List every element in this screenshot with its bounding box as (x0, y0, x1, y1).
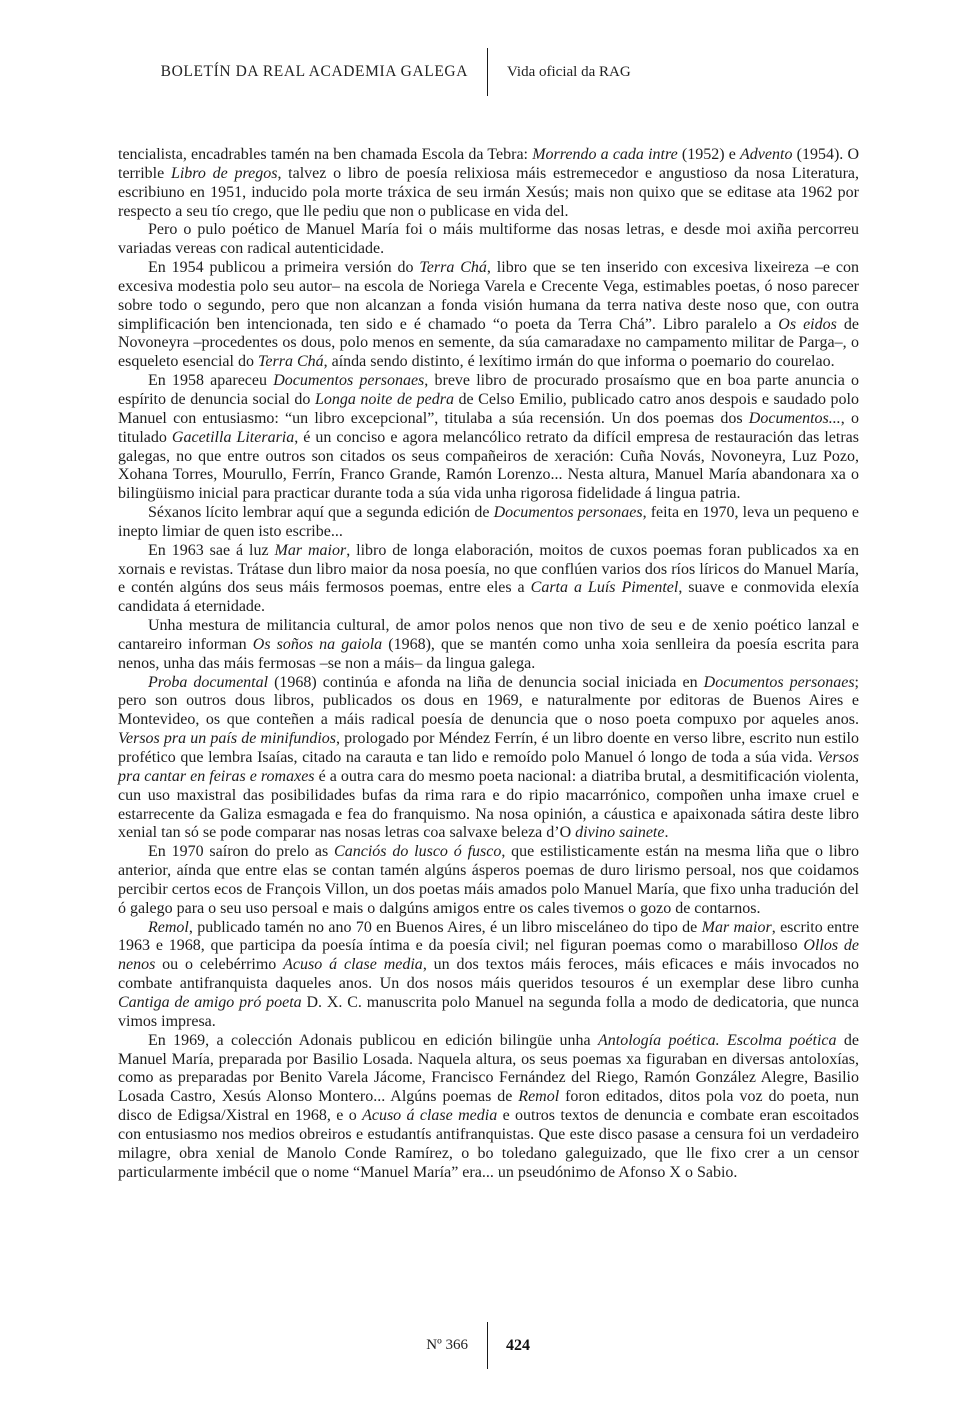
work-title: Advento (740, 146, 793, 163)
work-title: Carta a Luís Pimentel (530, 579, 679, 597)
work-title: Remol (518, 1088, 560, 1106)
text-run: En 1970 saíron do prelo as (148, 843, 335, 861)
text-run: foron editados, ditos pola voz do poeta, nun disco de Edigsa/Xistral en 1968, e o (118, 1088, 859, 1125)
text-run: , libro de longa elaboración, moitos de cuxos poemas foran publicados xa en xornais e revistas. Trátase dun libro maior da nosa poesía, no que conflúen varios dos ríos líricos do Manuel María, e contén algúns dos seus máis fermosos poemas, entre eles a (118, 541, 860, 597)
page-number: 424 (506, 1336, 530, 1354)
work-title: Mar maior (701, 918, 772, 936)
work-title: Proba documental (148, 673, 269, 691)
text-run: , que estilisticamente están na mesma liña que o libro anterior, aínda que entre elas se contan tamén algúns ásperos poemas de duro lirismo persoal, nos que coidamos percibir certos ecos de François Villon, un dos poetas máis amados polo Manuel María, que fixo unha tradución del ó galego para o seu uso persoal e mais o dalgúns amigos entre os cales tivemos o gozo de contarnos. (118, 843, 860, 917)
text-run: de Manuel María, preparada por Basilio Losada. Naquela altura, os seus poemas xa figuraban en diversas antoloxías, como as preparadas por Benito Varela Jácome, Francisco Fernández del Riego, Ramón González Alegre, Basilio Losada Castro, Xesús Alonso Montero... Algúns poemas de (118, 1031, 859, 1106)
paragraph (118, 221, 859, 259)
paragraph (118, 372, 859, 504)
work-title: Documentos personaes (493, 504, 643, 522)
paragraph (118, 843, 859, 918)
text-run: , prologado por Méndez Ferrín, é un libro doente en verso libre, escrito nun estilo profético que lembra Isaías, citado na carauta e tan lido e remoído polo Manuel ó longo de toda a súa vida. (118, 730, 860, 766)
work-title: Remol (148, 918, 189, 936)
text-run: En 1963 sae á luz (148, 541, 275, 559)
work-title: Documentos... (748, 409, 841, 427)
work-title: Versos pra un país de minifundios (118, 730, 336, 748)
issue-number: Nº 366 (426, 1337, 468, 1353)
section-title: Vida oficial da RAG (507, 63, 631, 80)
text-run: , feita en 1970, leva un pequeno e inepto limiar de quen isto escribe... (118, 504, 860, 540)
work-title: Antología poética. Escolma poética (598, 1031, 837, 1049)
work-title: Documentos personaes (703, 673, 855, 691)
text-run: En 1958 apareceu (148, 372, 274, 390)
text-run: é a outra cara do mesmo poeta nacional: a diatriba brutal, a desmitificación violenta, cun uso maxistral das posibilidades bufas da rima rara e do ripio macarrónico, compoñen unha imaxe cruel e estarrecente da Galiza esmagada e fea do franquismo. Na nosa opinión, a cáustica e apaixonada sátira deste libro xenial tan só se pode comparar nas nosas letras coa salvaxe beleza d’O (118, 767, 860, 842)
journal-title: BOLETÍN DA REAL ACADEMIA GALEGA (160, 63, 468, 80)
text-run: Séxanos lícito lembrar aquí que a segunda edición de (148, 504, 494, 522)
paragraph (118, 504, 859, 542)
text-run: Unha mestura de militancia cultural, de amor polos nenos que non tivo de seu e de xenio poético lanzal e cantareiro informan (118, 617, 859, 653)
work-title: Terra Chá (419, 259, 487, 277)
text-run: , talvez o libro de poesía relixiosa máis estremecedor e angustioso da nosa Literatura, escribiuno en 1951, inducido pola morte tráxica de seu irmán Xesús; mais non quixo que se editase ata 1962 por respecto a seu tío crego, que lle pediu que non o publicase en vida del. (118, 164, 860, 220)
work-title: Gacetilla Literaria (171, 428, 295, 446)
work-title: Terra Chá (257, 353, 324, 371)
text-run: ou o celebérrimo (155, 956, 284, 974)
text-run: ; pero son outros dous libros, publicados os dous en 1969, e naturalmente por editoras de Buenos Aires e Montevideo, os que conteñen a máis radical poesía de denuncia que o noso poeta compuxo por aqueles anos. (118, 673, 859, 729)
work-title: Versos pra cantar en feiras e romaxes (118, 749, 859, 785)
work-title: Ollos de nenos (118, 937, 859, 974)
paragraph (118, 1032, 859, 1183)
text-run: Pero o pulo poético de Manuel María foi o máis multiforme das nosas letras, e desde moi axiña percorreu variadas vereas con radical autenticidade. (118, 221, 859, 258)
work-title: Os soños na gaiola (252, 635, 383, 653)
text-run: D. X. C. manuscrita polo Manuel na segunda folla a modo de dedicatoria, que nunca vimos impresa. (118, 993, 860, 1030)
text-run: , breve libro de procurado prosaísmo que en boa parte anuncia o espírito de denuncia social do (118, 372, 860, 408)
text-run: (1968), que se mantén como unha xoia senlleira da poesía escrita para nenos, unha das máis fermosas –se non a máis– da lingua galega. (118, 635, 860, 672)
work-title: Cantiga de amigo pró poeta (118, 993, 302, 1011)
work-title: Acuso á clase media (362, 1107, 498, 1125)
text-run: . (664, 824, 669, 842)
paragraph (118, 617, 859, 674)
text-run: , o titulado (118, 409, 859, 446)
text-run: (1952) e (677, 146, 741, 163)
text-run: tencialista, encadrables tamén na ben chamada Escola da Tebra: (118, 146, 533, 163)
work-title: Canciós do lusco ó fusco (334, 843, 502, 861)
text-run: , suave e conmovida elexía candidata á eternidade. (118, 579, 860, 616)
work-title: Morrendo a cada intre (532, 146, 678, 163)
paragraph (118, 542, 859, 617)
page-footer (0, 1322, 975, 1369)
paragraph (118, 919, 859, 1032)
text-run: , escrito entre 1963 e 1968, que participa da poesía íntima e da poesía civil; nel figuran poemas como o marabilloso (118, 918, 860, 955)
work-title: Os eidos (778, 315, 837, 333)
body-text (118, 146, 859, 1182)
text-run: (1954). O terrible (118, 146, 860, 182)
work-title: Mar maior (274, 541, 347, 559)
paragraph (118, 674, 859, 844)
work-title: divino sainete (575, 824, 665, 842)
page-header (0, 48, 975, 96)
text-run: , aínda sendo distinto, é lexítimo irmán do que informa o poemario do courelao. (323, 353, 835, 371)
text-run: En 1969, a colección Adonais publicou en edición bilingüe unha (148, 1031, 599, 1049)
text-run: de Novoneyra –procedentes os dous, polo menos en semente, da súa camaradaxe no campamento militar de Parga–, o esqueleto esencial do (118, 315, 859, 371)
paragraph (118, 146, 859, 221)
work-title: Longa noite de pedra (314, 390, 454, 408)
text-run: En 1954 publicou a primeira versión do (148, 259, 420, 277)
text-run: , libro que se ten inserido con excesiva lixeireza –e con excesiva modestia polo seu autor– na escola de Noriega Varela e Crecente Vega, estimables poetas, ó noso parecer sobre todo o segundo, pero que non alcanzan a fonda visión humana da terra nativa deste noso que, con outra simplificación ben intencionada, ten sido e é chamado “o poeta da Terra Chá”. Libro paralelo a (118, 259, 859, 333)
work-title: Acuso á clase media (283, 956, 423, 974)
work-title: Documentos personaes (273, 372, 425, 390)
text-run: (1968) continúa e afonda na liña de denuncia social iniciada en (268, 673, 704, 691)
paragraph (118, 259, 859, 372)
text-run: de Celso Emilio, publicado catro anos despois e saudado polo Manuel con entusiasmo: “un libro excepcional”, titulaba a súa recensión. Un dos poemas dos (118, 390, 859, 427)
text-run: , é un conciso e agora melancólico retrato da difícil empresa de restauración das letras galegas, no que entre outros son citados os seus compañeiros de xeración: Cuña Novás, Novoneyra, Luz Pozo, Xohana Torres, Mourullo, Ferrín, Franco Grande, Ramón Lorenzo... Nesta altura, Manuel María abandonara xa o bilingüismo inicial para practicar durante toda a súa vida unha rigorosa fidelidade á lingua patria. (118, 428, 860, 503)
text-run: e outros textos de denuncia e combate eran escoitados con entusiasmo nos medios obreiros e estudantís antifranquistas. Que este disco pasase a censura foi un verdadeiro milagre, obra xenial de Manolo Conde Ramírez, o bo toledano galeguizado, que lle fixo crer a un censor particularmente imbécil que o nome “Manuel María” era... un pseudónimo de Afonso X o Sabio. (118, 1107, 860, 1181)
text-run: , un dos textos máis feroces, máis eficaces e máis invocados no combate antifranquista daqueles anos. Un dos nosos máis queridos tesouros é un exemplar dese libro cunha (118, 956, 860, 993)
work-title: Libro de pregos (170, 164, 278, 182)
text-run: , publicado tamén no ano 70 en Buenos Aires, é un libro misceláneo do tipo de (188, 918, 702, 936)
